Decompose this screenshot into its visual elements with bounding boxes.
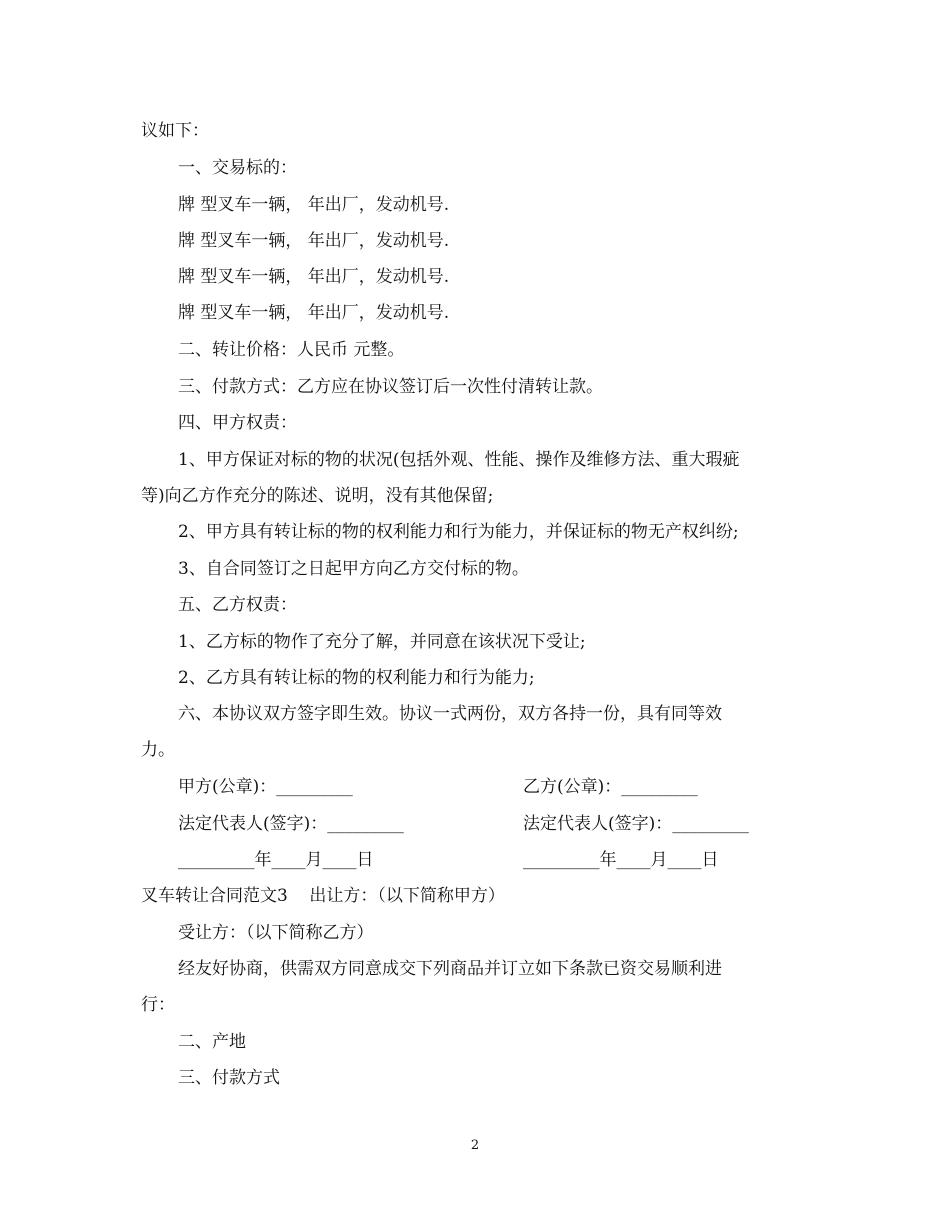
date-right: _________年____月____日 (523, 850, 719, 870)
text-line: 叉车转让合同范文3 出让方：（以下简称甲方） (141, 886, 505, 906)
text-line: 牌 型叉车一辆， 年出厂，发动机号. (178, 231, 450, 251)
signature-left: 甲方(公章)：_________ (178, 777, 353, 797)
signature-right: 法定代表人(签字)：_________ (523, 814, 749, 834)
date-left: _________年____月____日 (178, 850, 374, 870)
section-heading: 三、付款方式 (178, 1068, 280, 1088)
text-line: 1、甲方保证对标的物的状况(包括外观、性能、操作及维修方法、重大瑕疵 (178, 450, 740, 470)
section-heading: 五、乙方权责： (178, 595, 297, 615)
signature-left: 法定代表人(签字)：_________ (178, 814, 404, 834)
section-heading: 四、甲方权责： (178, 413, 297, 433)
text-line: 行： (141, 995, 175, 1015)
section-heading: 二、产地 (178, 1032, 246, 1052)
text-line: 经友好协商，供需双方同意成交下列商品并订立如下条款已资交易顺利进 (178, 959, 722, 979)
page-number: 2 (470, 1138, 480, 1153)
text-line: 1、乙方标的物作了充分了解，并同意在该状况下受让; (178, 632, 586, 652)
section-heading: 三、付款方式：乙方应在协议签订后一次性付清转让款。 (178, 377, 603, 397)
text-line: 牌 型叉车一辆， 年出厂，发动机号. (178, 195, 450, 215)
text-line: 2、甲方具有转让标的物的权利能力和行为能力，并保证标的物无产权纠纷; (178, 522, 739, 542)
text-line: 等)向乙方作充分的陈述、说明，没有其他保留; (141, 486, 494, 506)
section-heading: 二、转让价格：人民币 元整。 (178, 340, 405, 360)
text-line: 牌 型叉车一辆， 年出厂，发动机号. (178, 267, 450, 287)
text-line: 受让方：（以下简称乙方） (178, 923, 374, 943)
text-line: 牌 型叉车一辆， 年出厂，发动机号. (178, 303, 450, 323)
text-line: 议如下： (141, 121, 209, 141)
section-heading: 六、本协议双方签字即生效。协议一式两份，双方各持一份，具有同等效 (178, 704, 722, 724)
section-heading: 一、交易标的： (178, 158, 297, 178)
text-line: 力。 (141, 740, 175, 760)
text-line: 3、自合同签订之日起甲方向乙方交付标的物。 (178, 559, 529, 579)
signature-right: 乙方(公章)：_________ (523, 777, 698, 797)
text-line: 2、乙方具有转让标的物的权利能力和行为能力; (178, 668, 535, 688)
